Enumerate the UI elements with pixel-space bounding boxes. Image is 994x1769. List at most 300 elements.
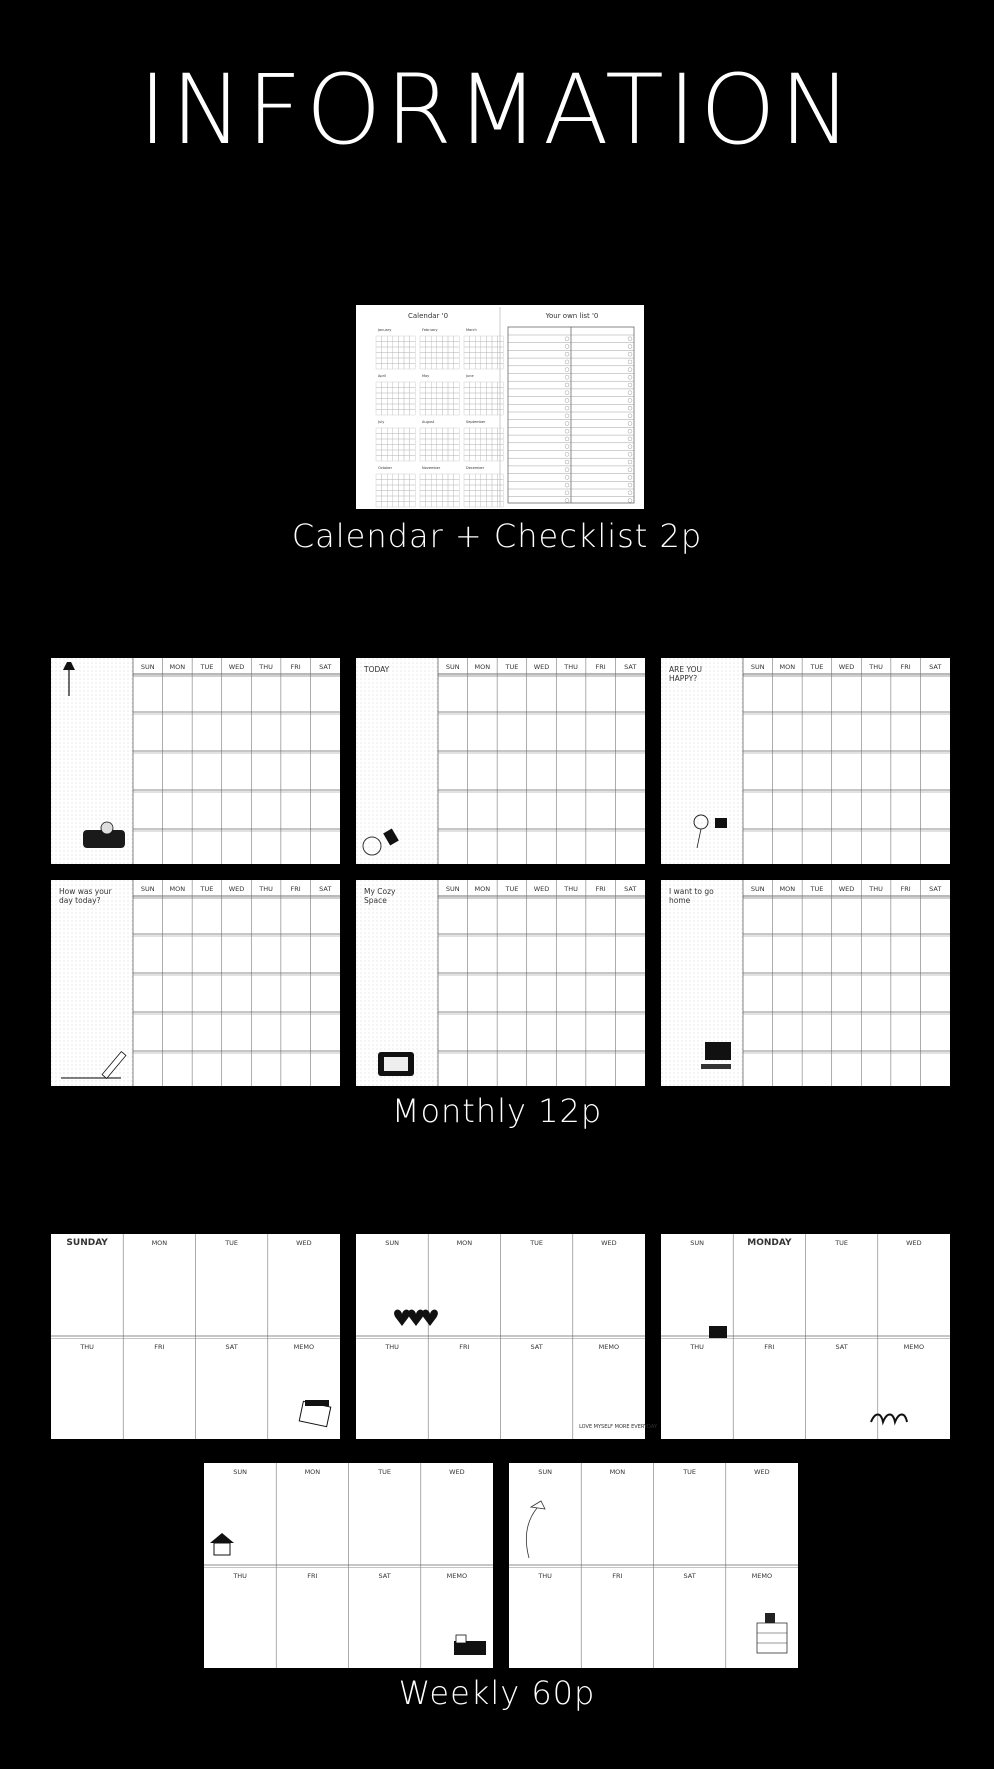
- calendar-cell: [420, 347, 426, 353]
- calendar-cell: [398, 485, 404, 491]
- calendar-cell: [475, 382, 481, 388]
- day-header-fri: FRI: [290, 663, 301, 671]
- calendar-cell: [448, 404, 454, 410]
- calendar-cell: [454, 502, 460, 508]
- weekly-page-illustration: [356, 1234, 657, 1439]
- calendar-cell: [454, 342, 460, 348]
- calendar-cell: [431, 450, 437, 456]
- calendar-cell: [486, 485, 492, 491]
- calendar-cell: [426, 410, 432, 416]
- calendar-cell: [448, 358, 454, 364]
- day-header-thu: THU: [564, 885, 578, 893]
- calendar-cell: [492, 502, 498, 508]
- calendar-cell: [393, 388, 399, 394]
- calendar-cell: [475, 388, 481, 394]
- calendar-checklist-spread: [356, 305, 644, 509]
- checkbox-circle: [565, 460, 569, 464]
- calendar-cell: [492, 496, 498, 502]
- calendar-cell: [376, 404, 382, 410]
- monthly-page-illustration: [51, 880, 340, 1086]
- checkbox-circle: [565, 406, 569, 410]
- calendar-cell: [442, 364, 448, 370]
- calendar-cell: [431, 410, 437, 416]
- weekday-label: FRI: [764, 1343, 775, 1351]
- sidebar-doodle-text: I want to go home: [669, 887, 714, 905]
- calendar-cell: [393, 491, 399, 497]
- calendar-cell: [382, 485, 388, 491]
- calendar-cell: [393, 358, 399, 364]
- calendar-cell: [426, 358, 432, 364]
- calendar-cell: [404, 445, 410, 451]
- calendar-cell: [470, 485, 476, 491]
- checkbox-circle: [565, 499, 569, 503]
- checkbox-circle: [565, 475, 569, 479]
- drawer-icon: [757, 1623, 787, 1653]
- weekday-label: MEMO: [598, 1343, 620, 1351]
- checkbox-circle: [565, 375, 569, 379]
- calendar-cell: [475, 439, 481, 445]
- calendar-cell: [481, 364, 487, 370]
- calendar-cell: [382, 491, 388, 497]
- calendar-cell: [448, 382, 454, 388]
- calendar-cell: [481, 445, 487, 451]
- day-header-fri: FRI: [900, 885, 911, 893]
- calendar-cell: [431, 491, 437, 497]
- calendar-cell: [410, 410, 416, 416]
- calendar-cell: [454, 480, 460, 486]
- calendar-cell: [464, 474, 470, 480]
- calendar-cell: [431, 456, 437, 462]
- calendar-cell: [475, 491, 481, 497]
- calendar-cell: [404, 399, 410, 405]
- calendar-cell: [387, 353, 393, 359]
- calendar-cell: [426, 502, 432, 508]
- calendar-cell: [481, 382, 487, 388]
- calendar-cell: [398, 336, 404, 342]
- calendar-cell: [410, 428, 416, 434]
- calendar-cell: [376, 358, 382, 364]
- calendar-cell: [464, 393, 470, 399]
- calendar-cell: [431, 388, 437, 394]
- calendar-cell: [387, 428, 393, 434]
- calendar-cell: [448, 428, 454, 434]
- calendar-cell: [398, 474, 404, 480]
- calendar-cell: [481, 388, 487, 394]
- calendar-cell: [420, 336, 426, 342]
- day-header-sat: SAT: [929, 663, 942, 671]
- calendar-cell: [420, 364, 426, 370]
- calendar-cell: [454, 353, 460, 359]
- calendar-cell: [393, 347, 399, 353]
- calendar-cell: [426, 445, 432, 451]
- day-header-mon: MON: [169, 663, 186, 671]
- weekday-label: MEMO: [293, 1343, 315, 1351]
- calendar-cell: [420, 404, 426, 410]
- checkbox-circle: [628, 337, 632, 341]
- calendar-cell: [393, 496, 399, 502]
- weekday-label: TUE: [530, 1239, 544, 1247]
- calendar-cell: [475, 399, 481, 405]
- calendar-cell: [404, 404, 410, 410]
- calendar-cell: [398, 480, 404, 486]
- calendar-cell: [393, 428, 399, 434]
- calendar-cell: [376, 393, 382, 399]
- calendar-cell: [426, 480, 432, 486]
- calendar-cell: [431, 496, 437, 502]
- calendar-cell: [426, 336, 432, 342]
- calendar-cell: [442, 474, 448, 480]
- checkbox-circle: [565, 398, 569, 402]
- calendar-cell: [410, 399, 416, 405]
- calendar-cell: [442, 410, 448, 416]
- calendar-cell: [426, 347, 432, 353]
- calendar-cell: [410, 474, 416, 480]
- calendar-cell: [404, 502, 410, 508]
- calendar-cell: [437, 382, 443, 388]
- calendar-cell: [492, 474, 498, 480]
- weekday-label: MON: [151, 1239, 168, 1247]
- calendar-cell: [382, 347, 388, 353]
- weekday-label: SUN: [690, 1239, 704, 1247]
- calendar-cell: [442, 393, 448, 399]
- checkbox-circle: [628, 414, 632, 418]
- day-header-wed: WED: [533, 663, 550, 671]
- weekly-page: [661, 1234, 950, 1439]
- calendar-cell: [393, 342, 399, 348]
- house-icon: [214, 1543, 230, 1555]
- lamp-icon: [531, 1501, 545, 1509]
- calendar-cell: [486, 342, 492, 348]
- calendar-cell: [410, 434, 416, 440]
- calendar-cell: [475, 353, 481, 359]
- checkbox-circle: [628, 360, 632, 364]
- calendar-cell: [486, 364, 492, 370]
- day-header-thu: THU: [869, 885, 883, 893]
- weekday-label: MON: [304, 1468, 321, 1476]
- calendar-cell: [481, 496, 487, 502]
- calendar-cell: [437, 450, 443, 456]
- calendar-cell: [486, 434, 492, 440]
- calendar-cell: [437, 342, 443, 348]
- calendar-cell: [486, 456, 492, 462]
- calendar-cell: [448, 456, 454, 462]
- day-header-fri: FRI: [595, 885, 606, 893]
- weekday-label: WED: [296, 1239, 312, 1247]
- calendar-cell: [376, 480, 382, 486]
- calendar-cell: [393, 364, 399, 370]
- day-header-sun: SUN: [140, 663, 155, 671]
- calendar-cell: [448, 342, 454, 348]
- calendar-cell: [481, 474, 487, 480]
- calendar-cell: [437, 445, 443, 451]
- calendar-cell: [486, 474, 492, 480]
- calendar-cell: [398, 347, 404, 353]
- calendar-cell: [454, 358, 460, 364]
- weekday-label: MON: [609, 1468, 626, 1476]
- day-header-mon: MON: [779, 663, 796, 671]
- calendar-cell: [464, 364, 470, 370]
- calendar-cell: [481, 399, 487, 405]
- calendar-cell: [426, 364, 432, 370]
- calendar-cell: [486, 439, 492, 445]
- calendar-cell: [431, 434, 437, 440]
- calendar-cell: [470, 336, 476, 342]
- calendar-cell: [437, 502, 443, 508]
- calendar-cell: [404, 353, 410, 359]
- calendar-cell: [442, 445, 448, 451]
- calendar-cell: [492, 353, 498, 359]
- calendar-cell: [442, 450, 448, 456]
- calendar-cell: [393, 399, 399, 405]
- sidebar-doodle-text: How was your day today?: [59, 887, 112, 905]
- calendar-cell: [470, 434, 476, 440]
- calendar-cell: [426, 456, 432, 462]
- weekday-label: FRI: [307, 1572, 318, 1580]
- calendar-cell: [464, 358, 470, 364]
- calendar-cell: [382, 399, 388, 405]
- calendar-cell: [437, 399, 443, 405]
- monthly-page-illustration: [51, 658, 340, 864]
- calendar-cell: [492, 347, 498, 353]
- calendar-cell: [486, 382, 492, 388]
- calendar-cell: [481, 404, 487, 410]
- calendar-cell: [393, 450, 399, 456]
- calendar-cell: [454, 410, 460, 416]
- weekly-page-illustration: [204, 1463, 493, 1668]
- calendar-cell: [442, 342, 448, 348]
- checkbox-circle: [565, 345, 569, 349]
- calendar-cell: [387, 456, 393, 462]
- calendar-cell: [437, 474, 443, 480]
- calendar-cell: [454, 404, 460, 410]
- calendar-cell: [387, 502, 393, 508]
- calendar-cell: [437, 456, 443, 462]
- calendar-cell: [464, 404, 470, 410]
- calendar-cell: [393, 456, 399, 462]
- calendar-cell: [437, 485, 443, 491]
- calendar-cell: [376, 434, 382, 440]
- monthly-page: [356, 880, 645, 1086]
- weekday-label: MEMO: [903, 1343, 925, 1351]
- calendar-cell: [470, 399, 476, 405]
- weekday-label: TUE: [683, 1468, 697, 1476]
- month-label: July: [378, 420, 385, 424]
- calendar-cell: [426, 450, 432, 456]
- calendar-cell: [442, 358, 448, 364]
- checkbox-circle: [628, 368, 632, 372]
- calendar-cell: [393, 474, 399, 480]
- calendar-cell: [387, 388, 393, 394]
- calendar-cell: [410, 491, 416, 497]
- calendar-cell: [442, 480, 448, 486]
- day-header-sat: SAT: [319, 885, 332, 893]
- calendar-cell: [448, 491, 454, 497]
- checkbox-circle: [628, 345, 632, 349]
- calendar-cell: [486, 450, 492, 456]
- checkbox-circle: [565, 391, 569, 395]
- sticker-illustration: [394, 1310, 438, 1326]
- sidebar-doodle-text: ARE YOU HAPPY?: [669, 665, 703, 683]
- calendar-cell: [442, 382, 448, 388]
- calendar-cell: [464, 480, 470, 486]
- calendar-cell: [376, 485, 382, 491]
- calendar-cell: [426, 388, 432, 394]
- day-header-thu: THU: [259, 663, 273, 671]
- day-header-tue: TUE: [810, 663, 824, 671]
- weekday-label: THU: [80, 1343, 94, 1351]
- calendar-cell: [387, 393, 393, 399]
- calendar-cell: [437, 428, 443, 434]
- calendar-cell: [376, 342, 382, 348]
- day-header-sat: SAT: [319, 663, 332, 671]
- calendar-cell: [431, 382, 437, 388]
- day-header-wed: WED: [228, 663, 245, 671]
- calendar-cell: [410, 388, 416, 394]
- calendar-cell: [420, 393, 426, 399]
- calendar-cell: [376, 439, 382, 445]
- calendar-cell: [470, 428, 476, 434]
- calendar-cell: [448, 364, 454, 370]
- calendar-cell: [382, 336, 388, 342]
- checkbox-circle: [565, 445, 569, 449]
- heart-icon: [408, 1310, 424, 1326]
- calendar-cell: [454, 456, 460, 462]
- calendar-cell: [470, 388, 476, 394]
- checkbox-circle: [565, 352, 569, 356]
- day-header-mon: MON: [474, 885, 491, 893]
- calendar-cell: [398, 439, 404, 445]
- calendar-cell: [454, 347, 460, 353]
- calendar-cell: [382, 393, 388, 399]
- calendar-cell: [431, 445, 437, 451]
- calendar-cell: [382, 439, 388, 445]
- calendar-cell: [454, 474, 460, 480]
- calendar-cell: [404, 347, 410, 353]
- weekday-label: TUE: [835, 1239, 849, 1247]
- calendar-cell: [398, 502, 404, 508]
- calendar-cell: [454, 439, 460, 445]
- monthly-page-illustration: [661, 658, 950, 864]
- checkbox-circle: [628, 352, 632, 356]
- calendar-cell: [376, 428, 382, 434]
- calendar-cell: [442, 388, 448, 394]
- calendar-cell: [404, 456, 410, 462]
- weekly-page-illustration: [661, 1234, 950, 1439]
- calendar-cell: [404, 474, 410, 480]
- day-header-thu: THU: [564, 663, 578, 671]
- calendar-cell: [448, 445, 454, 451]
- calendar-cell: [464, 382, 470, 388]
- weekday-label: SUN: [538, 1468, 552, 1476]
- weekday-label: SUNDAY: [66, 1238, 108, 1248]
- calendar-cell: [486, 428, 492, 434]
- day-header-sun: SUN: [140, 885, 155, 893]
- calendar-cell: [410, 450, 416, 456]
- checkbox-circle: [565, 360, 569, 364]
- calendar-cell: [437, 393, 443, 399]
- calendar-cell: [442, 496, 448, 502]
- calendar-cell: [426, 491, 432, 497]
- calendar-cell: [448, 485, 454, 491]
- calendar-cell: [492, 439, 498, 445]
- sticker-illustration: [378, 1052, 414, 1076]
- calendar-cell: [398, 364, 404, 370]
- calendar-cell: [448, 410, 454, 416]
- calendar-cell: [426, 399, 432, 405]
- calendar-cell: [420, 496, 426, 502]
- calendar-cell: [464, 347, 470, 353]
- love-note-text: LOVE MYSELF MORE EVERYDAY: [579, 1424, 657, 1430]
- calendar-cell: [464, 336, 470, 342]
- checklist-title: Your own list '0: [545, 312, 599, 320]
- day-header-wed: WED: [228, 885, 245, 893]
- month-label: March: [466, 328, 477, 332]
- day-header-sun: SUN: [750, 663, 765, 671]
- lamp-stand-icon: [526, 1508, 537, 1558]
- calendar-cell: [481, 456, 487, 462]
- weekday-label: SAT: [683, 1572, 696, 1580]
- calendar-cell: [492, 445, 498, 451]
- calendar-cell: [420, 485, 426, 491]
- calendar-cell: [393, 393, 399, 399]
- calendar-cell: [442, 404, 448, 410]
- calendar-cell: [486, 336, 492, 342]
- calendar-cell: [442, 439, 448, 445]
- day-header-wed: WED: [838, 885, 855, 893]
- calendar-cell: [486, 445, 492, 451]
- calendar-cell: [470, 450, 476, 456]
- calendar-cell: [492, 480, 498, 486]
- checkbox-circle: [565, 491, 569, 495]
- calendar-cell: [464, 456, 470, 462]
- calendar-cell: [382, 502, 388, 508]
- calendar-cell: [464, 353, 470, 359]
- calendar-cell: [442, 502, 448, 508]
- calendar-cell: [420, 445, 426, 451]
- calendar-cell: [481, 502, 487, 508]
- calendar-cell: [448, 393, 454, 399]
- day-header-mon: MON: [779, 885, 796, 893]
- calendar-cell: [398, 456, 404, 462]
- calendar-cell: [382, 428, 388, 434]
- calendar-cell: [387, 347, 393, 353]
- calendar-cell: [404, 382, 410, 388]
- checkbox-circle: [628, 383, 632, 387]
- calendar-cell: [393, 445, 399, 451]
- calendar-cell: [404, 450, 410, 456]
- weekday-label: TUE: [378, 1468, 392, 1476]
- calendar-cell: [470, 404, 476, 410]
- weekday-label: MEMO: [446, 1572, 468, 1580]
- calendar-cell: [387, 474, 393, 480]
- heart-doodle-icon: [871, 1415, 907, 1423]
- calendar-cell: [431, 485, 437, 491]
- calendar-cell: [376, 445, 382, 451]
- calendar-cell: [448, 336, 454, 342]
- sticker-illustration: [709, 1326, 907, 1422]
- sticker-illustration: [701, 1042, 731, 1069]
- calendar-cell: [464, 428, 470, 434]
- calendar-cell: [382, 353, 388, 359]
- calendar-cell: [486, 404, 492, 410]
- calendar-cell: [475, 474, 481, 480]
- calendar-cell: [437, 434, 443, 440]
- calendar-cell: [410, 485, 416, 491]
- calendar-cell: [393, 439, 399, 445]
- calendar-cell: [464, 502, 470, 508]
- checkbox-circle: [628, 491, 632, 495]
- calendar-cell: [492, 450, 498, 456]
